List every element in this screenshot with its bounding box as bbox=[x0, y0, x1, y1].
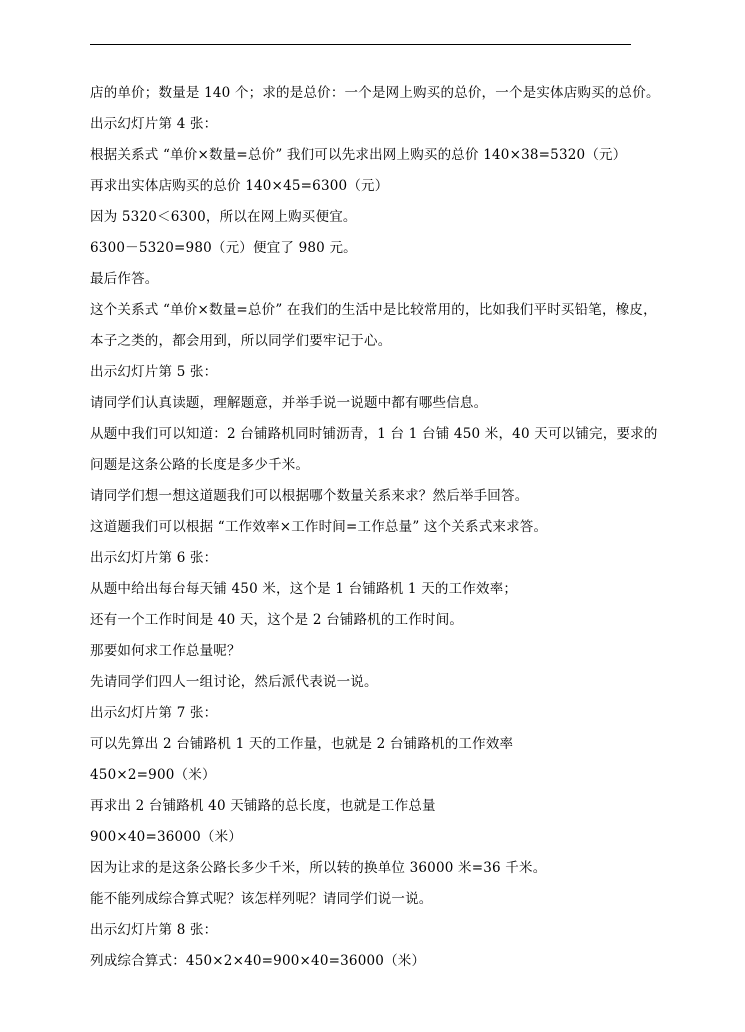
document-body bbox=[90, 78, 660, 977]
text-line: 再求出 2 台铺路机 40 天铺路的总长度，也就是工作总量 bbox=[90, 798, 436, 814]
text-line: 再求出实体店购买的总价 140×45=6300（元） bbox=[90, 178, 389, 194]
text-line: 因为让求的是这条公路长多少千米，所以转的换单位 36000 米=36 千米。 bbox=[90, 860, 547, 876]
formula-line: 450×2=900（米） bbox=[90, 767, 216, 783]
text-line: 从题中我们可以知道：2 台铺路机同时铺沥青，1 台 1 台铺 450 米，40 天可以铺完，要求的 bbox=[90, 426, 658, 442]
slide-heading: 出示幻灯片第 5 张： bbox=[90, 364, 218, 380]
text-line: 可以先算出 2 台铺路机 1 天的工作量，也就是 2 台铺路机的工作效率 bbox=[90, 736, 514, 752]
text-line: 店的单价；数量是 140 个；求的是总价：一个是网上购买的总价，一个是实体店购买的总价。 bbox=[90, 85, 660, 101]
text-line: 请同学们想一想这道题我们可以根据哪个数量关系来求？然后举手回答。 bbox=[90, 488, 529, 504]
text-line: 6300－5320=980（元）便宜了 980 元。 bbox=[90, 240, 357, 256]
slide-heading: 出示幻灯片第 4 张： bbox=[90, 116, 218, 132]
text-line: 根据关系式 “单价×数量=总价” 我们可以先求出网上购买的总价 140×38=5320（元） bbox=[90, 147, 627, 163]
text-line: 这道题我们可以根据 “工作效率×工作时间=工作总量” 这个关系式来求答。 bbox=[90, 519, 548, 535]
text-line: 从题中给出每台每天铺 450 米，这个是 1 台铺路机 1 天的工作效率； bbox=[90, 581, 518, 597]
text-line: 先请同学们四人一组讨论，然后派代表说一说。 bbox=[90, 674, 378, 690]
header-rule bbox=[90, 44, 631, 45]
slide-heading: 出示幻灯片第 8 张： bbox=[90, 922, 218, 938]
text-line: 还有一个工作时间是 40 天，这个是 2 台铺路机的工作时间。 bbox=[90, 612, 464, 628]
text-line: 本子之类的，都会用到，所以同学们要牢记于心。 bbox=[90, 333, 392, 349]
slide-heading: 出示幻灯片第 6 张： bbox=[90, 550, 218, 566]
text-line: 请同学们认真读题，理解题意，并举手说一说题中都有哪些信息。 bbox=[90, 395, 488, 411]
slide-heading: 出示幻灯片第 7 张： bbox=[90, 705, 218, 721]
formula-line: 列成综合算式：450×2×40=900×40=36000（米） bbox=[90, 953, 426, 969]
text-line: 能不能列成综合算式呢？该怎样列呢？请同学们说一说。 bbox=[90, 891, 433, 907]
text-line: 问题是这条公路的长度是多少千米。 bbox=[90, 457, 310, 473]
text-line: 最后作答。 bbox=[90, 271, 159, 287]
formula-line: 900×40=36000（米） bbox=[90, 829, 243, 845]
text-line: 因为 5320＜6300，所以在网上购买便宜。 bbox=[90, 209, 357, 225]
text-line: 那要如何求工作总量呢？ bbox=[90, 643, 241, 659]
text-line: 这个关系式 “单价×数量=总价” 在我们的生活中是比较常用的，比如我们平时买铅笔，橡皮， bbox=[90, 302, 657, 318]
